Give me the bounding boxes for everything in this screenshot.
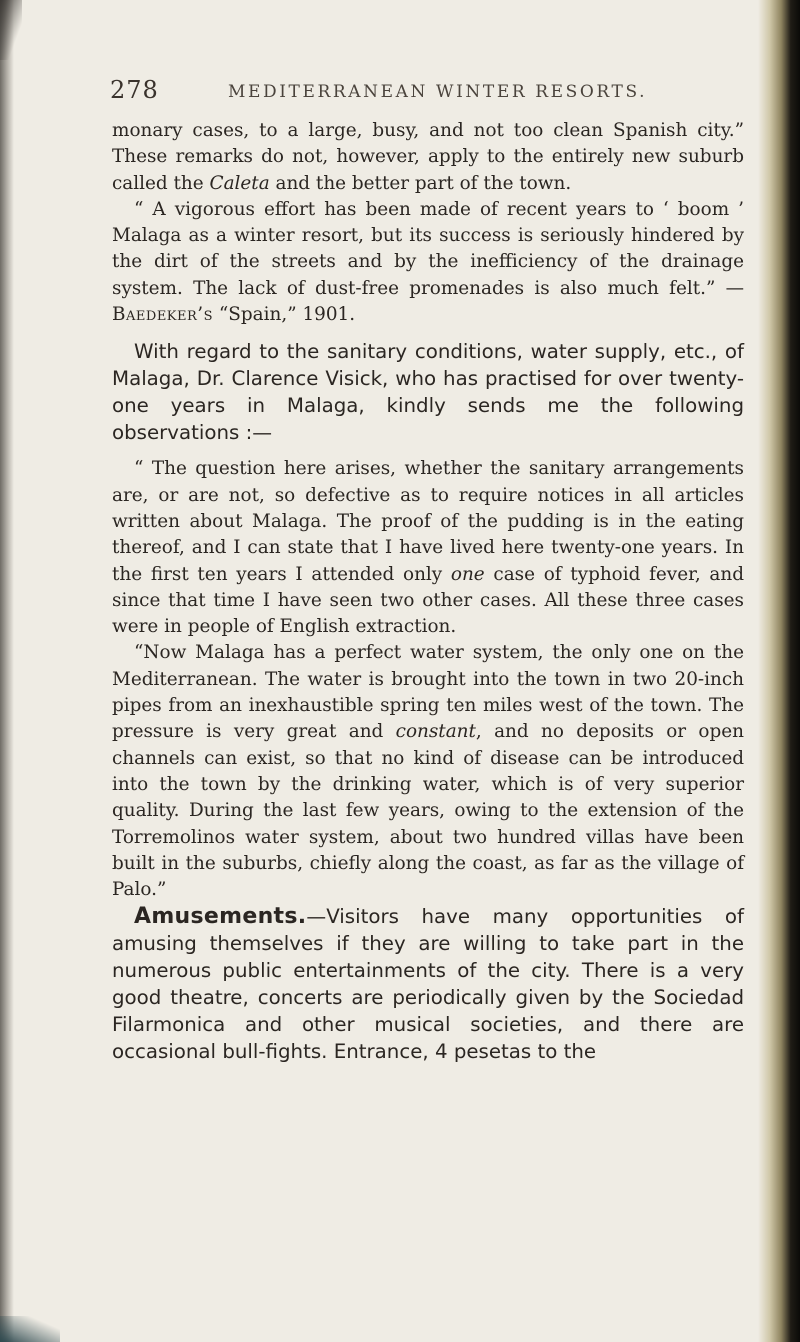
page-header [112, 76, 744, 112]
paragraph-visick-quote-1: “ The question here arises, whether the sanitary arrangements are, or are not, so defective as to require notices in all articles written about Malaga. The proof of the pudding is in the eating thereof, and I can state that I have lived here twenty-one years. In the first ten years I attended only one case of typhoid fever, and since that time I have seen two other cases. All these three cases were in people of English extraction. [112, 458, 744, 638]
main-text-amusements [112, 903, 744, 1065]
book-edge [758, 0, 800, 1342]
quotation-block-2 [112, 456, 744, 903]
paragraph-visick-intro: With regard to the sanitary conditions, water supply, etc., of Malaga, Dr. Clarence Visick, who has practised for over twenty-one years in Malaga, kindly sends me the following observations :— [112, 340, 744, 445]
book-page [112, 76, 744, 1065]
paragraph-continued: monary cases, to a large, busy, and not too clean Spanish city.” These remarks do not, however, apply to the entirely new suburb called the Caleta and the better part of the town. [112, 120, 744, 194]
quotation-block-1 [112, 118, 744, 328]
paragraph-baedeker-quote: “ A vigorous effort has been made of recent years to ‘ boom ’ Malaga as a winter resort, but its success is seriously hindered by the dirt of the streets and by the inefficiency of the drainage system. The lack of dust-free promenades is also much felt.” —Baedeker’s “Spain,” 1901. [112, 198, 744, 326]
running-head: MEDITERRANEAN WINTER RESORTS. [228, 82, 648, 102]
paragraph-visick-quote-2: “Now Malaga has a perfect water system, the only one on the Mediterranean. The water is brought into the town in two 20-inch pipes from an inexhaustible spring ten miles west of the town. The pressure is very great and constant, and no deposits or open channels can exist, so that no kind of disease can be introduced into the town by the drinking water, which is of very superior quality. During the last few years, owing to the extension of the Torremolinos water system, about two hundred villas have been built in the suburbs, chiefly along the coast, as far as the village of Palo.” [112, 642, 744, 901]
main-text [112, 338, 744, 446]
section-heading-amusements: Amusements. [134, 904, 307, 930]
page-number: 278 [110, 76, 159, 104]
page-corner-bottom [0, 1316, 60, 1342]
page-corner-shadow [0, 0, 22, 60]
paragraph-amusements: Amusements.—Visitors have many opportunities of amusing themselves if they are willing to take part in the numerous public entertainments of the city. There is a very good theatre, concerts are periodically given by the Sociedad Filarmonica and other musical societies, and there are occasional bull-fights. Entrance, 4 pesetas to the [112, 904, 744, 1064]
page-gutter-shadow [0, 0, 14, 1342]
